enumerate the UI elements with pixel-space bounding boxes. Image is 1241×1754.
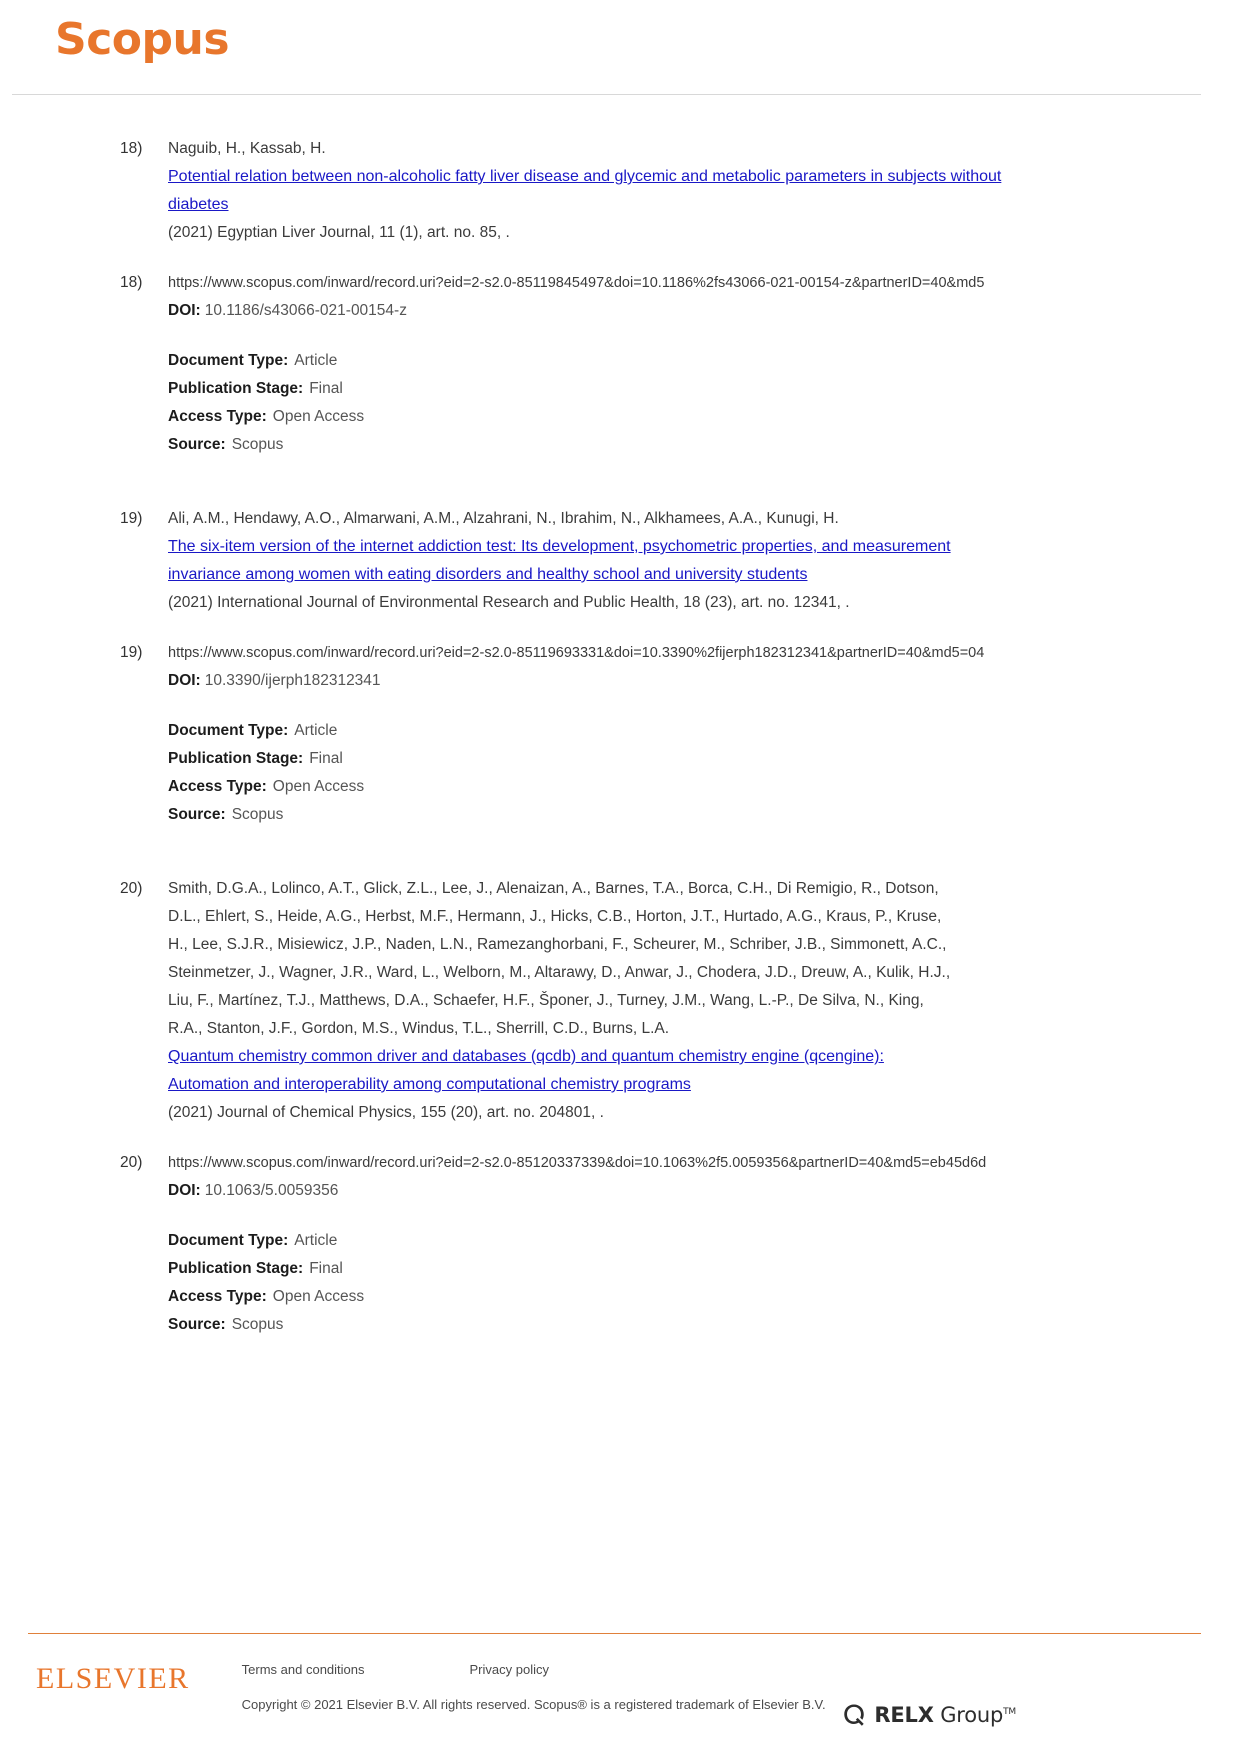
record-url[interactable]: https://www.scopus.com/inward/record.uri?eid=2-s2.0-85119845497&doi=10.1186%2fs43066-021-00154-z&partnerID=40&md5 — [168, 275, 985, 291]
meta-row-publication-stage — [168, 375, 1241, 403]
meta-row-source — [168, 431, 1241, 459]
meta-row-document-type — [168, 717, 1241, 745]
doi-label: DOI: — [168, 1182, 201, 1199]
meta-label: Source: — [168, 436, 226, 453]
record-title-link[interactable]: Quantum chemistry common driver and databases (qcdb) and quantum chemistry engine (qcengine): Automation and interoperability among computational chemistry programs — [168, 1048, 884, 1093]
relx-trademark: TM — [1003, 1707, 1016, 1717]
page-header — [0, 0, 1241, 74]
relx-wordmark — [874, 1703, 1016, 1727]
relx-bold-text: RELX — [874, 1703, 934, 1727]
meta-row-publication-stage — [168, 745, 1241, 773]
record-number: 19) — [120, 510, 143, 527]
meta-value: Article — [294, 722, 338, 739]
doi-label: DOI: — [168, 302, 201, 319]
meta-label: Access Type: — [168, 778, 267, 795]
record-entry — [0, 505, 1241, 829]
record-url[interactable]: https://www.scopus.com/inward/record.uri?eid=2-s2.0-85120337339&doi=10.1063%2f5.0059356&partnerID=40&md5=eb45d6d — [168, 1155, 987, 1171]
record-number: 18) — [120, 140, 143, 157]
record-doi — [168, 667, 1241, 695]
record-doi — [168, 297, 1241, 325]
meta-value: Final — [309, 750, 343, 767]
doi-value: 10.1063/5.0059356 — [204, 1182, 339, 1199]
meta-label: Publication Stage: — [168, 380, 304, 397]
record-metadata — [168, 1227, 1241, 1339]
record-authors: Ali, A.M., Hendawy, A.O., Almarwani, A.M., Alzahrani, N., Ibrahim, N., Alkhamees, A.A., Kunugi, H. — [168, 510, 839, 527]
record-entry — [0, 875, 1241, 1339]
record-url-number: 19) — [120, 644, 143, 661]
meta-row-publication-stage — [168, 1255, 1241, 1283]
record-metadata — [168, 717, 1241, 829]
meta-row-document-type — [168, 1227, 1241, 1255]
meta-value: Open Access — [272, 408, 365, 425]
meta-value: Scopus — [231, 436, 284, 453]
relx-mark-icon — [841, 1702, 867, 1728]
meta-value: Article — [294, 352, 338, 369]
meta-value: Article — [294, 1232, 338, 1249]
meta-label: Document Type: — [168, 1232, 289, 1249]
record-title-link[interactable]: Potential relation between non-alcoholic fatty liver disease and glycemic and metabolic parameters in subjects without diabetes — [168, 168, 1002, 213]
doi-value: 10.3390/ijerph182312341 — [204, 672, 381, 689]
privacy-policy-link[interactable]: Privacy policy — [469, 1662, 549, 1677]
meta-label: Source: — [168, 1316, 226, 1333]
record-metadata — [168, 347, 1241, 459]
scopus-logo: Scopus — [55, 14, 230, 65]
meta-value: Open Access — [272, 1288, 365, 1305]
relx-light-text: Group — [940, 1703, 1004, 1727]
elsevier-logo: ELSEVIER — [36, 1662, 190, 1695]
meta-row-access-type — [168, 403, 1241, 431]
meta-row-document-type — [168, 347, 1241, 375]
meta-row-source — [168, 1311, 1241, 1339]
copyright-text: Copyright © 2021 Elsevier B.V. All rights reserved. Scopus® is a registered trademark of Elsevier B.V. — [241, 1697, 826, 1712]
record-citation: (2021) Journal of Chemical Physics, 155 (20), art. no. 204801, . — [168, 1104, 604, 1121]
meta-label: Access Type: — [168, 408, 267, 425]
meta-value: Final — [309, 1260, 343, 1277]
meta-row-access-type — [168, 1283, 1241, 1311]
meta-label: Publication Stage: — [168, 1260, 304, 1277]
meta-label: Access Type: — [168, 1288, 267, 1305]
meta-label: Publication Stage: — [168, 750, 304, 767]
meta-label: Source: — [168, 806, 226, 823]
doi-value: 10.1186/s43066-021-00154-z — [204, 302, 407, 319]
meta-value: Scopus — [231, 1316, 284, 1333]
meta-value: Scopus — [231, 806, 284, 823]
page-footer — [0, 1633, 1241, 1754]
meta-label: Document Type: — [168, 722, 289, 739]
record-doi — [168, 1177, 1241, 1205]
record-entry — [0, 135, 1241, 459]
record-number: 20) — [120, 880, 143, 897]
record-authors: Smith, D.G.A., Lolinco, A.T., Glick, Z.L., Lee, J., Alenaizan, A., Barnes, T.A., Borca, C.H., Di Remigio, R., Dotson, D.L., Ehlert, S., Heide, A.G., Herbst, M.F., Hermann, J., Hicks, C.B., Horton, J.T., Hurtado, A.G., Kraus, P., Kruse, H., Lee, S.J.R., Misiewicz, J.P., Naden, L.N., Ramezanghorbani, F., Scheurer, M., Schriber, J.B., Simmonett, A.C., Steinmetzer, J., Wagner, J.R., Ward, L., Welborn, M., Altarawy, D., Anwar, J., Chodera, J.D., Dreuw, A., Kulik, H.J., Liu, F., Martínez, T.J., Matthews, D.A., Schaefer, H.F., Šponer, J., Turney, J.M., Wang, L.-P., De Silva, N., King, R.A., Stanton, J.F., Gordon, M.S., Windus, T.L., Sherrill, C.D., Burns, L.A. — [168, 880, 951, 1037]
meta-value: Final — [309, 380, 343, 397]
meta-row-access-type — [168, 773, 1241, 801]
meta-row-source — [168, 801, 1241, 829]
meta-value: Open Access — [272, 778, 365, 795]
record-citation: (2021) Egyptian Liver Journal, 11 (1), art. no. 85, . — [168, 224, 510, 241]
record-url[interactable]: https://www.scopus.com/inward/record.uri?eid=2-s2.0-85119693331&doi=10.3390%2fijerph182312341&partnerID=40&md5=04 — [168, 645, 985, 661]
record-url-number: 20) — [120, 1154, 143, 1171]
meta-label: Document Type: — [168, 352, 289, 369]
relx-group-logo — [841, 1702, 1016, 1728]
record-title-link[interactable]: The six-item version of the internet addiction test: Its development, psychometric properties, and measurement invariance among women with eating disorders and healthy school and university students — [168, 538, 951, 583]
terms-and-conditions-link[interactable]: Terms and conditions — [241, 1662, 365, 1677]
doi-label: DOI: — [168, 672, 201, 689]
record-authors: Naguib, H., Kassab, H. — [168, 140, 326, 157]
record-url-number: 18) — [120, 274, 143, 291]
record-citation: (2021) International Journal of Environmental Research and Public Health, 18 (23), art. no. 12341, . — [168, 594, 850, 611]
records-list — [0, 95, 1241, 1405]
